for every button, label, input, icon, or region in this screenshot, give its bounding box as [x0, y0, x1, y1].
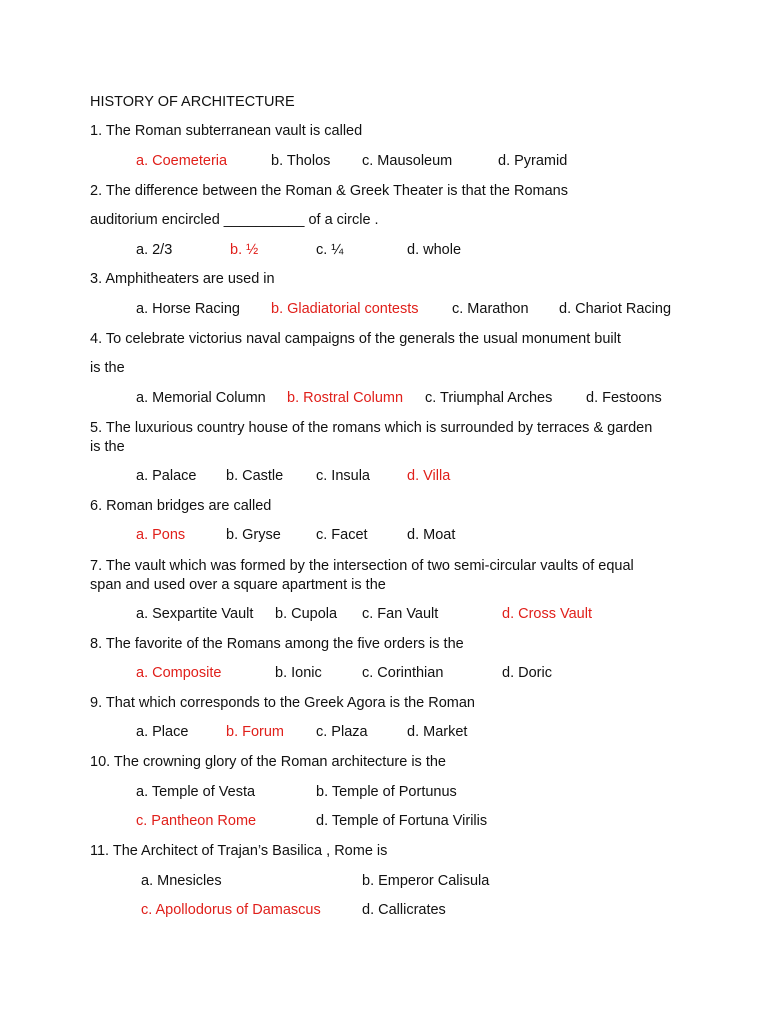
question-3-text: 3. Amphitheaters are used in [90, 271, 275, 287]
q7-option-b: b. Cupola [275, 606, 338, 622]
q1-option-d: d. Pyramid [498, 153, 568, 169]
question-9-text: 9. That which corresponds to the Greek Agora is the Roman [90, 695, 475, 711]
document-title: HISTORY OF ARCHITECTURE [90, 94, 295, 110]
q6-option-a: a. Pons [136, 527, 186, 543]
question-6-text: 6. Roman bridges are called [90, 498, 272, 514]
q4-option-b: b. Rostral Column [287, 390, 404, 406]
question-7-text-cont: span and used over a square apartment is the [90, 577, 386, 593]
question-4-text: 4. To celebrate victorius naval campaigns of the generals the usual monument built [90, 331, 621, 347]
question-1-text: 1. The Roman subterranean vault is called [90, 123, 363, 139]
question-5-text: 5. The luxurious country house of the romans which is surrounded by terraces & garden [90, 420, 653, 436]
question-2-text: 2. The difference between the Roman & Greek Theater is that the Romans [90, 183, 568, 199]
q6-option-d: d. Moat [407, 527, 456, 543]
q5-option-a: a. Palace [136, 468, 197, 484]
q5-option-c: c. Insula [316, 468, 370, 484]
q5-option-d: d. Villa [407, 468, 451, 484]
q11-option-d: d. Callicrates [362, 902, 446, 918]
q2-option-b: b. ½ [230, 242, 259, 258]
question-2-text-cont: auditorium encircled __________ of a circle . [90, 212, 379, 228]
q3-option-d: d. Chariot Racing [559, 301, 672, 317]
q10-option-c: c. Pantheon Rome [136, 813, 257, 829]
q3-option-b: b. Gladiatorial contests [271, 301, 419, 317]
q8-option-d: d. Doric [502, 665, 552, 681]
q7-option-c: c. Fan Vault [362, 606, 439, 622]
q4-option-c: c. Triumphal Arches [425, 390, 553, 406]
q7-option-a: a. Sexpartite Vault [136, 606, 254, 622]
question-7-text: 7. The vault which was formed by the intersection of two semi-circular vaults of equal [90, 558, 634, 574]
question-5-text-cont: is the [90, 439, 125, 455]
q3-option-a: a. Horse Racing [136, 301, 240, 317]
q2-option-d: d. whole [407, 242, 462, 258]
q4-option-a: a. Memorial Column [136, 390, 266, 406]
q10-option-d: d. Temple of Fortuna Virilis [316, 813, 488, 829]
q10-option-b: b. Temple of Portunus [316, 784, 457, 800]
q2-option-a: a. 2/3 [136, 242, 173, 258]
q8-option-c: c. Corinthian [362, 665, 444, 681]
q6-option-b: b. Gryse [226, 527, 281, 543]
question-11-text: 11. The Architect of Trajan’s Basilica , Rome is [90, 843, 388, 859]
q9-option-a: a. Place [136, 724, 189, 740]
q7-option-d: d. Cross Vault [502, 606, 592, 622]
question-4-text-cont: is the [90, 360, 125, 376]
q4-option-d: d. Festoons [586, 390, 662, 406]
q9-option-d: d. Market [407, 724, 468, 740]
q10-option-a: a. Temple of Vesta [136, 784, 256, 800]
q2-option-c: c. ¼ [316, 242, 344, 258]
q8-option-a: a. Composite [136, 665, 222, 681]
q6-option-c: c. Facet [316, 527, 368, 543]
q8-option-b: b. Ionic [275, 665, 322, 681]
q1-option-a: a. Coemeteria [136, 153, 228, 169]
q9-option-c: c. Plaza [316, 724, 368, 740]
q11-option-a: a. Mnesicles [141, 873, 222, 889]
q9-option-b: b. Forum [226, 724, 285, 740]
q3-option-c: c. Marathon [452, 301, 529, 317]
q11-option-b: b. Emperor Calisula [362, 873, 490, 889]
q1-option-b: b. Tholos [271, 153, 331, 169]
question-8-text: 8. The favorite of the Romans among the five orders is the [90, 636, 464, 652]
q11-option-c: c. Apollodorus of Damascus [141, 902, 321, 918]
question-10-text: 10. The crowning glory of the Roman architecture is the [90, 754, 446, 770]
q1-option-c: c. Mausoleum [362, 153, 453, 169]
q5-option-b: b. Castle [226, 468, 284, 484]
